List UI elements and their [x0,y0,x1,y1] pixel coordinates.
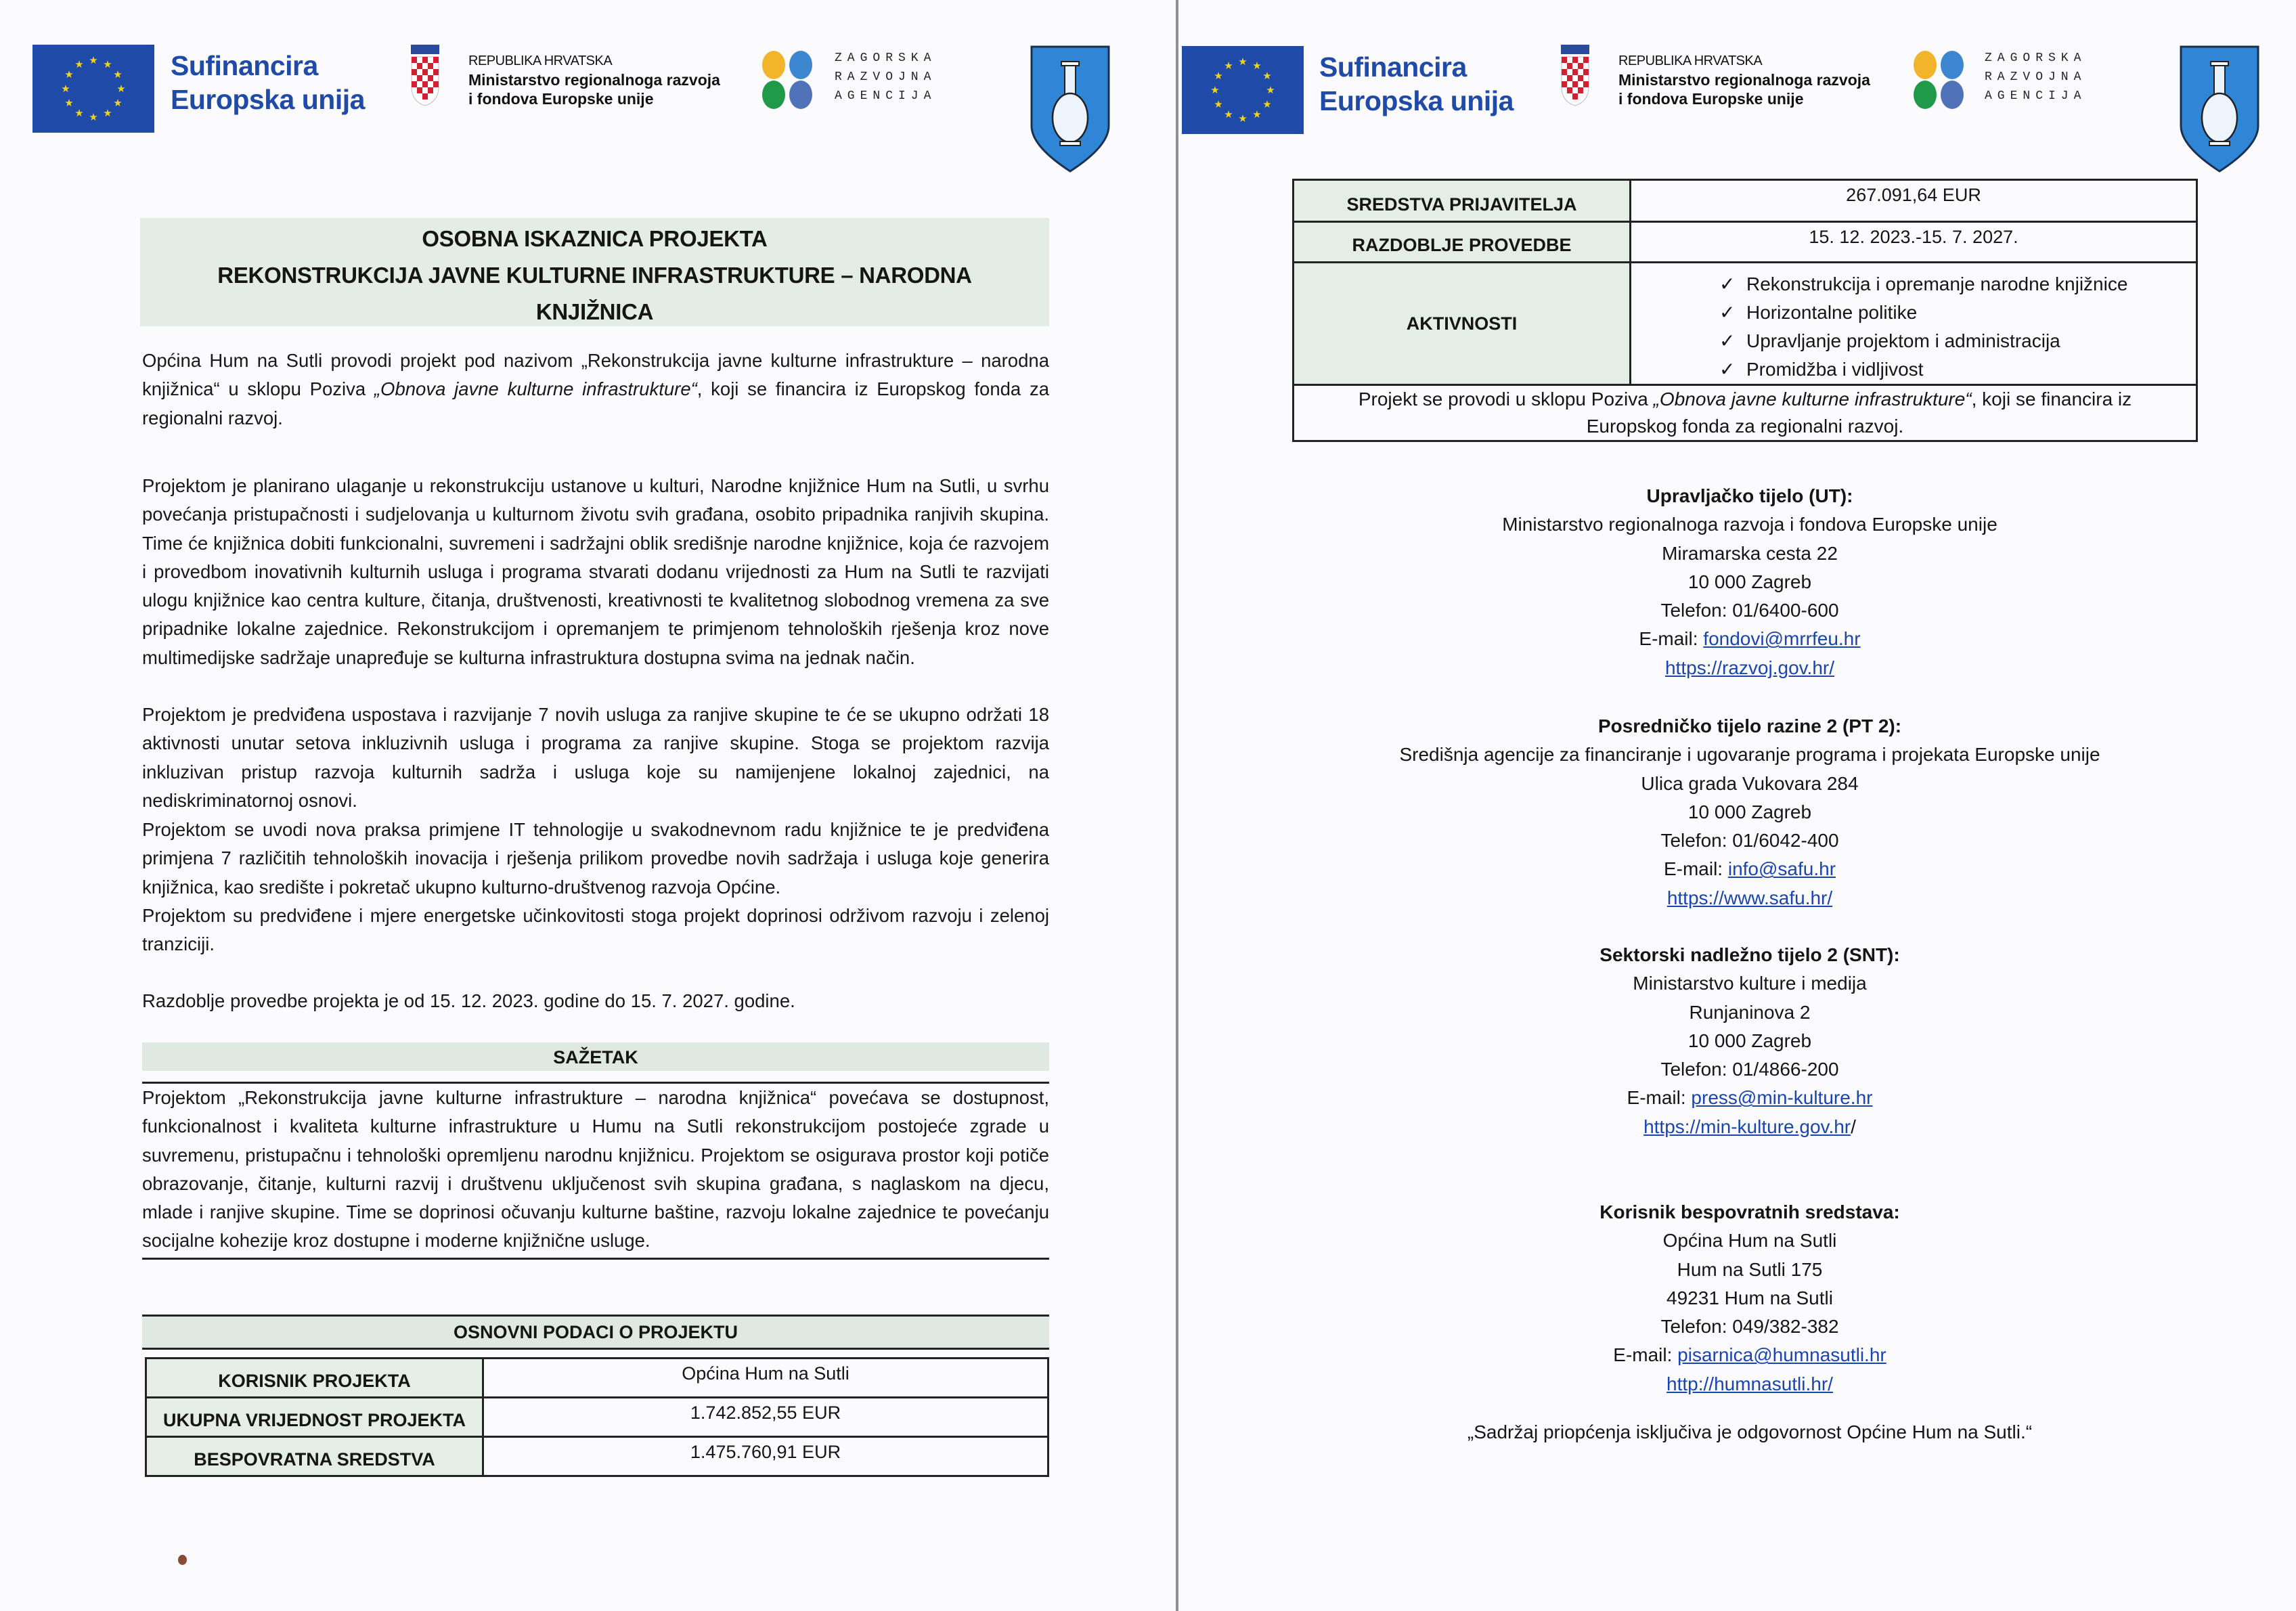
email-link[interactable]: pisarnica@humnasutli.hr [1677,1344,1886,1366]
svg-text:★: ★ [1224,60,1233,72]
contact-phone: Telefon: 01/6400-600 [1660,600,1839,621]
activities-list [1631,263,2196,384]
eu-line-1: Sufinancira [171,50,318,81]
contact-name: Središnja agencije za financiranje i ugovaranje programa i projekata Europske unije [1399,744,2100,766]
table-value: 1.475.760,91 EUR [483,1437,1048,1476]
contact-city: 10 000 Zagreb [1687,801,1812,822]
agency-line-1: ZAGORSKA [835,51,937,65]
ministry-country: REPUBLIKA HRVATSKA [1618,53,1763,68]
ministry-name-line-2: i fondova Europske unije [468,90,654,108]
table-row-activities [1294,263,2197,385]
contact-block-managing-authority [1273,482,2227,682]
table-label: AKTIVNOSTI [1294,263,1631,385]
email-link[interactable]: press@min-kulture.hr [1691,1087,1873,1109]
basic-data-heading-band [142,1317,1049,1348]
list-item [1719,327,2196,355]
contact-name: Ministarstvo regionalnoga razvoja i fondova Europske unije [1502,514,1997,535]
email-label: E-mail: [1639,628,1704,650]
svg-text:★: ★ [1262,98,1272,110]
contact-city: 10 000 Zagreb [1687,1030,1812,1051]
list-item [1719,270,2196,299]
zagorska-razvojna-agencija-logo-icon [761,50,815,110]
svg-text:★: ★ [61,83,70,95]
table-label: RAZDOBLJE PROVEDBE [1294,222,1631,263]
summary-paragraph: Projektom „Rekonstrukcija javne kulturne infrastrukture – narodna knjižnica“ povećava se dostupnost, funkcionalnost i kvaliteta kulturne infrastrukture u Humu na Sutli rekonstrukcijom postojeće zgrade u suvremenu, pristupačnu i tehnološki opremljenu narodnu knjižnicu. Projektom se osigurava prostor koji potiče obrazovanje, čitanje, kulturni razvij i društvenu uključenost svih skupina građana, s naglaskom na djecu, mlade i ranjive skupine. Time se doprinosi očuvanju kulturne baštine, razvoju lokalne zajednice te povećanju socijalne kohezije kroz dostupne i moderne knjižnične usluge. [142,1087,1049,1252]
contact-city: 10 000 Zagreb [1687,571,1812,592]
contact-heading: Upravljačko tijelo (UT): [1646,485,1853,506]
contact-name: Općina Hum na Sutli [1662,1230,1837,1252]
eu-line-1: Sufinancira [1319,51,1467,83]
svg-text:★: ★ [113,97,123,109]
table-label: SREDSTVA PRIJAVITELJA [1294,180,1631,222]
list-item [1719,299,2196,327]
website-link[interactable]: https://min-kulture.gov.hr [1643,1116,1851,1137]
basic-data-table [145,1357,1049,1477]
croatian-coat-of-arms-icon [410,45,441,107]
svg-text:★: ★ [1210,84,1220,96]
contact-block-sectoral-body [1273,941,2227,1141]
contact-name: Ministarstvo kulture i medija [1633,973,1867,994]
contact-block-beneficiary [1273,1198,2227,1398]
svg-text:★: ★ [74,107,84,119]
eu-cofinanced-text [171,49,365,116]
svg-text:★: ★ [1252,108,1262,120]
table-label: KORISNIK PROJEKTA [146,1359,483,1398]
contact-web-line [1273,1370,2227,1398]
email-label: E-mail: [1627,1087,1692,1109]
email-link[interactable]: fondovi@mrrfeu.hr [1703,628,1861,650]
description-paragraph-1: Projektom je planirano ulaganje u rekonstrukciju ustanove u kulturi, Narodne knjižnice Hum na Sutli, u svrhu povećanja pristupačnosti i sudjelovanja u kulturnom životu svih građana, osobito pripadnika ranjivih skupina. Time će knjižnica dobiti funkcionalni, suvremeni i sadržajni oblik središnje narodne knjižnice, koja će razvojem i provedbom inovativnih kulturnih usluga i programa stvarati dodanu vrijednosti za Hum na Sutli te razvijati ulogu knjižnice kao centra kulture, čitanja, društvenosti, kreativnosti te kvalitetnog slobodnog vremena za sve pripadnike lokalne zajednice. Rekonstrukcijom i opremanjem te primjenom tehnoloških rješenja kroz nove multimedijske sadržaje unapređuje se kulturna infrastruktura dostupna svima na jednak način. [142,475,1049,668]
summary-bottom-rule [142,1258,1049,1260]
agency-line-1: ZAGORSKA [1985,51,2087,65]
paper-stain [178,1555,187,1565]
web-suffix: / [1851,1116,1856,1137]
table-value: 15. 12. 2023.-15. 7. 2027. [1631,222,2197,263]
contact-web-line [1273,884,2227,912]
contact-web-line [1273,1113,2227,1141]
contact-email-line [1273,1084,2227,1112]
agency-line-3: AGENCIJA [1985,89,2087,103]
email-link[interactable]: info@safu.hr [1727,858,1836,880]
svg-text:★: ★ [113,68,123,81]
table-row-footnote [1294,385,2197,441]
ministry-country: REPUBLIKA HRVATSKA [468,53,613,68]
svg-text:★: ★ [1262,70,1272,82]
ministry-logo-text [468,51,720,108]
activity-label: Horizontalne politike [1746,302,1918,323]
ministry-name-line-2: i fondova Europske unije [1618,90,1804,108]
ministry-logo-text [1618,51,1870,108]
ministry-name-line-1: Ministarstvo regionalnoga razvoja [1618,71,1870,89]
contact-phone: Telefon: 01/4866-200 [1660,1059,1839,1080]
summary-heading-band [142,1042,1049,1071]
checkmark-icon: ✓ [1719,330,1736,351]
implementation-period-sentence: Razdoblje provedbe projekta je od 15. 12. 2023. godine do 15. 7. 2027. godine. [142,990,795,1011]
contact-address: Hum na Sutli 175 [1677,1258,1823,1280]
svg-text:★: ★ [116,83,126,95]
funding-note-cell [1294,385,2197,441]
svg-text:★: ★ [1214,98,1223,110]
svg-text:★: ★ [1266,84,1275,96]
basic-data-bottom-rule [142,1348,1049,1350]
title-line-2: REKONSTRUKCIJA JAVNE KULTURNE INFRASTRUKTURE – NARODNA [217,263,972,288]
svg-text:★: ★ [1214,70,1223,82]
contact-block-intermediate-body [1273,712,2227,912]
table-value: 267.091,64 EUR [1631,180,2197,222]
contact-email-line [1273,855,2227,883]
funding-note-text-3: , koji se financira iz Europskog fonda za regionalni razvoj. [1586,389,2132,437]
eu-line-2: Europska unija [1319,85,1514,116]
title-line-3: KNJIŽNICA [535,299,654,324]
contact-web-line [1273,654,2227,682]
contact-address: Ulica grada Vukovara 284 [1641,772,1859,794]
intro-text-1: Općina Hum na Sutli provodi projekt pod nazivom „Rekonstrukcija javne kulturne infrastrukture – narodna knjižnica“ u sklopu Poziva [142,350,1049,400]
funding-note-text-1: Projekt se provodi u sklopu Poziva [1358,389,1654,410]
contact-email-line [1273,1341,2227,1369]
table-row [146,1359,1048,1398]
agency-line-3: AGENCIJA [835,89,937,103]
table-label: BESPOVRATNA SREDSTVA [146,1437,483,1476]
table-value: Općina Hum na Sutli [483,1359,1048,1398]
contact-address: Miramarska cesta 22 [1662,542,1838,564]
contact-address: Runjaninova 2 [1689,1001,1811,1023]
agency-line-2: RAZVOJNA [835,70,937,84]
intro-call-name: „Obnova javne kulturne infrastrukture“ [374,378,697,400]
title-line-1: OSOBNA ISKAZNICA PROJEKTA [422,226,768,251]
checkmark-icon: ✓ [1719,302,1736,323]
list-item [1719,355,2196,384]
agency-name-text [835,49,936,106]
disclaimer-quote: „Sadržaj priopćenja isključiva je odgovornost Općine Hum na Sutli.“ [1467,1421,2033,1442]
contact-phone: Telefon: 01/6042-400 [1660,830,1839,852]
table-row [146,1398,1048,1437]
contact-heading: Sektorski nadležno tijelo 2 (SNT): [1599,944,1900,965]
description-paragraph-4: Projektom su predviđene i mjere energetske učinkovitosti stoga projekt doprinosi održivom razvoju i zelenoj tranziciji. [142,905,1049,955]
eu-cofinanced-text [1319,50,1514,118]
activity-label: Promidžba i vidljivost [1746,359,1924,380]
funding-note-call-name: „Obnova javne kulturne infrastrukture“ [1653,389,1972,410]
website-link[interactable]: https://razvoj.gov.hr/ [1664,657,1835,678]
svg-text:★: ★ [64,97,74,109]
svg-text:★: ★ [74,58,84,70]
hum-na-sutli-crest-icon [2179,45,2260,173]
table-value: 1.742.852,55 EUR [483,1398,1048,1437]
description-paragraph-3: Projektom se uvodi nova praksa primjene IT tehnologije u svakodnevnom radu knjižnice te je predviđena primjena 7 različitih tehnoloških inovacija i rješenja prilikom provedbe novih sadržaja i usluga koje generira knjižnica, kao središte i pokretač ukupno kulturno-društvenog razvoja Općine. [142,819,1049,898]
table-row [146,1437,1048,1476]
svg-text:★: ★ [1238,56,1248,68]
svg-text:★: ★ [64,68,74,81]
ministry-name-line-1: Ministarstvo regionalnoga razvoja [468,71,720,89]
activities-cell [1631,263,2197,385]
activity-label: Rekonstrukcija i opremanje narodne knjižnice [1746,273,2128,294]
description-paragraph-2: Projektom je predviđena uspostava i razvijanje 7 novih usluga za ranjive skupine te će se ukupno održati 18 aktivnosti unutar setova inkluzivnih usluga i programa za ranjive skupine. Stoga se projektom razvija inkluzivan pristup razvoja kulturnih sadrža i usluga koje su namijenjene lokalnoj zajednici, na nediskriminatornoj osnovi. [142,704,1049,811]
checkmark-icon: ✓ [1719,273,1736,294]
contact-email-line [1273,625,2227,653]
table-label: UKUPNA VRIJEDNOST PROJEKTA [146,1398,483,1437]
intro-text-3: , koji se financira iz Europskog fonda za regionalni razvoj. [142,378,1049,428]
website-link[interactable]: https://www.safu.hr/ [1666,887,1833,908]
agency-name-text [1985,49,2086,106]
svg-text:★: ★ [1224,108,1233,120]
contact-heading: Posredničko tijelo razine 2 (PT 2): [1597,715,1902,736]
eu-flag-icon [1182,46,1304,134]
eu-line-2: Europska unija [171,84,365,115]
summary-heading: SAŽETAK [553,1047,638,1067]
intro-paragraph [142,347,1049,433]
email-label: E-mail: [1613,1344,1678,1366]
svg-text:★: ★ [103,58,112,70]
table-row [1294,222,2197,263]
svg-text:★: ★ [1238,112,1248,125]
contact-phone: Telefon: 049/382-382 [1660,1316,1839,1338]
croatian-coat-of-arms-icon [1560,45,1591,107]
website-link[interactable]: http://humnasutli.hr/ [1666,1373,1833,1394]
activity-label: Upravljanje projektom i administracija [1746,330,2060,351]
eu-stars-icon [32,45,154,133]
svg-text:★: ★ [103,107,112,119]
zagorska-razvojna-agencija-logo-icon [1912,50,1966,110]
svg-text:★: ★ [89,111,98,123]
eu-stars-icon [1182,46,1304,134]
hum-na-sutli-crest-icon [1030,45,1111,173]
svg-text:★: ★ [1252,60,1262,72]
project-details-table [1292,179,2198,442]
basic-data-heading: OSNOVNI PODACI O PROJEKTU [453,1322,738,1342]
project-title-band [140,218,1049,326]
contact-heading: Korisnik bespovratnih sredstava: [1599,1201,1900,1222]
email-label: E-mail: [1663,858,1728,880]
contact-city: 49231 Hum na Sutli [1666,1287,1833,1308]
eu-flag-icon [32,45,154,133]
svg-text:★: ★ [89,54,98,66]
checkmark-icon: ✓ [1719,359,1736,380]
table-row [1294,180,2197,222]
agency-line-2: RAZVOJNA [1985,70,2087,84]
